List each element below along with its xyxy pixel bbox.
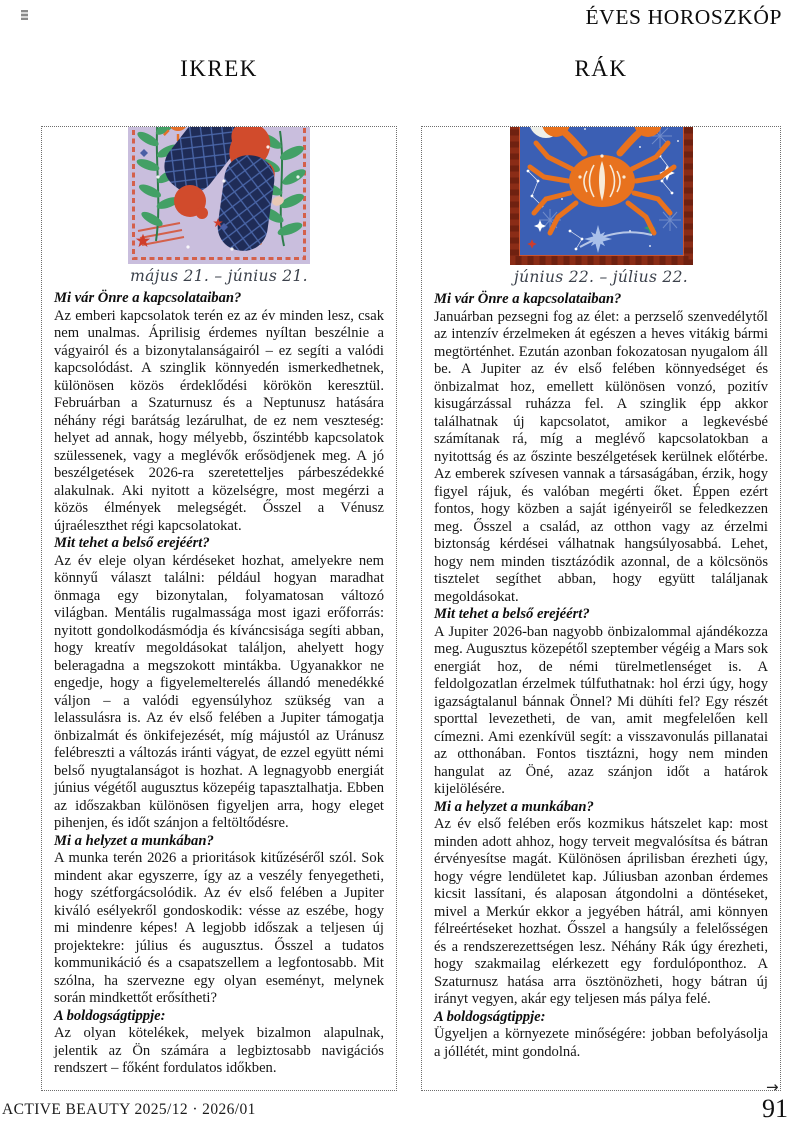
section-body: Januárban pezsegni fog az élet: a perzselő szenvedélytől az intenzív érzelmeken át egészen a heves vitákig bármi megtörténhet. Ezután azonban fokozatosan nyugalom áll be. A Jupiter az év első felében könnyedséget és önbizalmat hoz, emellett különösen vonzó, pozitív kisugárzással ruházza fel. A szinglik épp akkor találhatnak új kapcsolatot, amikor a legkevésbé számítanak rá, míg a meglévő kapcsolatokban a nyitottság és az őszinte beszélgetések kerülnek előtérbe. Az emberek szívesen vannak a társaságában, érzik, hogy figyel rájuk, és valóban megérti őket. Éppen ezért fontos, hogy közben a saját igényeiről se feledkezzen meg. Ősszel a család, az otthon vagy az érzelmi biztonság kérdései válhatnak hangsúlyosabbá. Lehet, hogy nem minden tisztázódik azonnal, de a kölcsönös tisztelet segíthet abban, hogy együtt találjanak megoldásokat. — [434, 308, 768, 605]
gemini-text — [42, 290, 396, 1078]
section-body: A Jupiter 2026-ban nagyobb önbizalommal ajándékozza meg. Augusztus közepétől szeptember végéig a Mars sok energiát hoz, de némi türelmetlenséget is. A feldolgozatlan érzelmek túlfuthatnak: hol érzi úgy, hogy igazságtalanul bánnak Önnel? Mi dühíti fel? Egy részét sporttal levezetheti, de van, amit megfelelően kell címezni. Ami ezenkívül segít: a visszavonulás pillanatai az otthonában. Fontos tisztázni, hogy nem minden hangulat az Öné, azaz szánjon időt a határok kijelölésére. — [434, 623, 768, 797]
section-heading: A boldogságtippje: — [434, 1008, 546, 1025]
cancer-text — [422, 291, 780, 1061]
section-body: Ügyeljen a környezete minőségére: jobban befolyásolja a jóllétét, mint gondolná. — [434, 1026, 768, 1060]
page-header-title: ÉVES HOROSZKÓP — [585, 5, 782, 29]
dotted-box-gemini — [41, 126, 397, 1091]
cancer-date-range: június 22. – július 22. — [514, 268, 688, 286]
continuation-arrow-icon: → — [766, 1078, 779, 1096]
section-body: Az olyan kötelékek, melyek bizalmon alapulnak, jelentik az Ön számára a legbiztosabb navigációs rendszert – főként fordulatos időkben. — [54, 1025, 384, 1076]
section-heading: Mit tehet a belső erejéért? — [54, 535, 210, 551]
section-body: A munka terén 2026 a prioritások kitűzéséről szól. Sok mindent akar egyszerre, így az a veszély fenyegetheti, hogy szétforgácsolódik. Az év első felében a Jupiter kiváló esélyekről gondoskodik: vésse az eszébe, hogy mi mindenre képes! A legjobb időszak a teljesen új projektekre: július és augusztus. Ősszel a tudatos kommunikáció és a csapatszellem a legfontosabb. Mit szólna, ha szervezne egy olyan eseményt, melynek során mindkettőt erősítheti? — [54, 850, 384, 1006]
section-heading: Mi vár Önre a kapcsolataiban? — [434, 291, 622, 307]
sign-title-gemini: IKREK — [180, 56, 258, 81]
dotted-box-cancer — [421, 126, 781, 1091]
cancer-crab-illustration — [510, 126, 693, 265]
section-heading: A boldogságtippje: — [54, 1007, 166, 1024]
gemini-twins-illustration — [128, 126, 310, 264]
section-heading: Mi a helyzet a munkában? — [434, 798, 594, 815]
section-body: Az év első felében erős kozmikus hátszelet kap: most minden adott ahhoz, hogy terveit megvalósítsa és bátran érvényesítse magát. Különösen áprilisban érezheti úgy, hogy végre lendületet kap. Júliusban azonban érdemes kicsit lassítani, és alaposan átgondolni a döntéseket, mivel a Merkúr ekkor a jegyében hátrál, ami könnyen félreértéseket hozhat. Ősszel a hangsúly a felelősségen és a rendszerezettségen lesz. Néhány Rák úgy érezheti, hogy szakmailag elérkezett egy fordulóponthoz. A Szaturnusz hatása arra ösztönözheti, hogy bátran új irányt vegyen, akár egy teljesen más pálya felé. — [434, 816, 768, 1007]
column-gemini — [41, 54, 397, 1091]
print-mark — [21, 10, 28, 20]
section-body: Az év eleje olyan kérdéseket hozhat, amelyekre nem könnyű választ találni: például hogyan maradhat önmaga egy bizonytalan, folyamatosan változó világban. Mentális rugalmassága most igazi erőforrás: nyitott gondolkodásmódja és kíváncsisága segíti abban, hogy kreatív megoldásokat találjon, ahelyett hogy beleragadna a megszokott mintákba. Ugyanakkor ne engedje, hogy a figyelemelterelés állandó menedékké váljon – a valódi egyensúlyhoz szükség van a lelassulásra is. Az év első felében a Jupiter támogatja önbizalmát és önkifejezését, míg májustól az Uránusz felébreszti a változás iránti vágyat, de ezzel együtt némi belső nyugtalanságot is hozhat. A legnagyobb energiát június végétől augusztus közepéig tapasztalhatja. Ebben az időszakban különösen figyeljen arra, hogy eleget pihenjen, és időt szánjon a feltöltődésre. — [54, 552, 384, 831]
section-heading: Mi vár Önre a kapcsolataiban? — [54, 290, 242, 306]
gemini-date-range: május 21. – június 21. — [130, 267, 308, 285]
section-heading: Mi a helyzet a munkában? — [54, 832, 214, 849]
column-cancer — [421, 54, 781, 1091]
magazine-footer: ACTIVE BEAUTY 2025/12 · 2026/01 — [2, 1101, 256, 1118]
section-heading: Mit tehet a belső erejéért? — [434, 606, 590, 622]
section-body: Az emberi kapcsolatok terén ez az év minden lesz, csak nem unalmas. Áprilisig érdemes nyíltan beszélnie a vágyairól és a bizonytalanságairól – ez segíti a valódi kapcsolódást. A szinglik könnyedén ismerkedhetnek, különösen közös érdeklődési körökön keresztül. Februárban a Szaturnusz és a Neptunusz hatására néhány régi barátság lezárulhat, de ez nem veszteség: helyet ad annak, hogy mélyebb, őszintébb kapcsolatok szülessenek, vagy a meglévők erősödjenek meg. A jó beszélgetések 2026-ra szeretetteljes párbeszédekké alakulnak. Aki nyitott a közelségre, most megérzi a közös élmények melegségét. Ősszel a Vénusz újraéleszthet régi kapcsolatokat. — [54, 307, 384, 534]
page-number: 91 — [762, 1094, 788, 1123]
sign-title-cancer: RÁK — [574, 56, 628, 81]
